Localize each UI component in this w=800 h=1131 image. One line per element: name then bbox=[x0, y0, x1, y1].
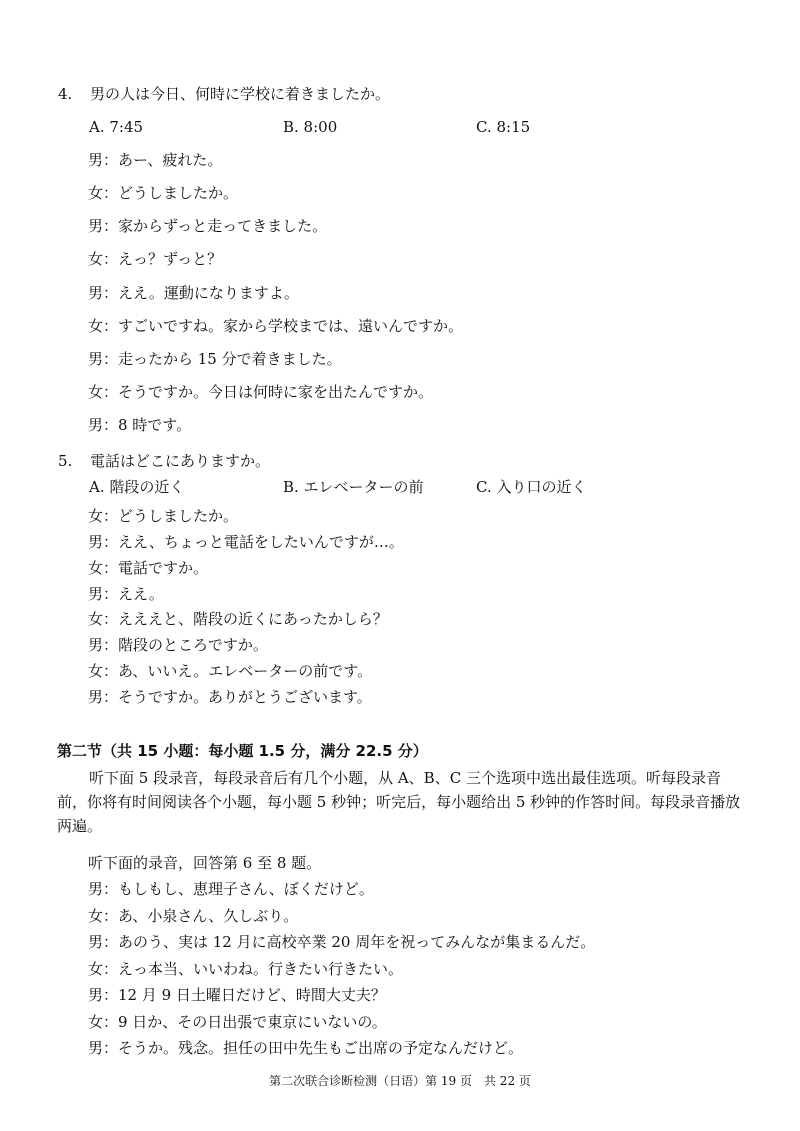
dialog-line: 男：あのう、実は 12 月に高校卒業 20 周年を祝ってみんなが集まるんだ。 bbox=[88, 933, 596, 951]
dialog-line: 男：階段のところですか。 bbox=[88, 636, 268, 654]
question-text: 電話はどこにありますか。 bbox=[90, 452, 271, 470]
option-b: B. エレベーターの前 bbox=[283, 478, 424, 496]
dialog-line: 女：すごいですね。家から学校までは、遠いんですか。 bbox=[88, 317, 464, 335]
dialog-line: 男：走ったから 15 分で着きました。 bbox=[88, 350, 342, 368]
dialog-line: 女：あ、いいえ。エレベーターの前です。 bbox=[88, 662, 373, 680]
section-intro: 听下面的录音，回答第 6 至 8 题。 bbox=[88, 854, 322, 872]
dialog-line: 女：そうですか。今日は何時に家を出たんですか。 bbox=[88, 383, 434, 401]
dialog-line: 女：えっ本当、いいわね。行きたい行きたい。 bbox=[88, 960, 404, 978]
question-number: 5. bbox=[58, 452, 73, 470]
dialog-line: 女：あ、小泉さん、久しぶり。 bbox=[88, 907, 299, 925]
dialog-line: 男：ええ。運動になりますよ。 bbox=[88, 284, 299, 302]
dialog-line: 男：そうか。残念。担任の田中先生もご出席の予定なんだけど。 bbox=[88, 1039, 524, 1057]
dialog-line: 男：もしもし、恵理子さん、ぼくだけど。 bbox=[88, 880, 374, 898]
dialog-line: 男：8 時です。 bbox=[88, 416, 192, 434]
option-b: B. 8:00 bbox=[283, 118, 338, 136]
dialog-line: 男：家からずっと走ってきました。 bbox=[88, 217, 328, 235]
dialog-line: 女：えっ？ずっと？ bbox=[88, 250, 223, 268]
dialog-line: 女：えええと、階段の近くにあったかしら？ bbox=[88, 610, 388, 628]
dialog-line: 男：12 月 9 日土曜日だけど、時間大丈夫？ bbox=[88, 986, 386, 1004]
option-c: C. 8:15 bbox=[476, 118, 531, 136]
dialog-line: 女：どうしましたか。 bbox=[88, 507, 239, 525]
dialog-line: 男：そうですか。ありがとうございます。 bbox=[88, 688, 372, 706]
question-number: 4. bbox=[58, 85, 73, 103]
option-a: A. 階段の近く bbox=[89, 478, 185, 496]
dialog-line: 女：電話ですか。 bbox=[88, 559, 209, 577]
dialog-line: 男：あー、疲れた。 bbox=[88, 151, 223, 169]
option-a: A. 7:45 bbox=[89, 118, 144, 136]
dialog-line: 女：9 日か、その日出張で東京にいないの。 bbox=[88, 1013, 387, 1031]
option-c: C. 入り口の近く bbox=[476, 478, 587, 496]
dialog-line: 女：どうしましたか。 bbox=[88, 184, 239, 202]
question-text: 男の人は今日、何時に学校に着きましたか。 bbox=[90, 85, 391, 103]
dialog-line: 男：ええ、ちょっと電話をしたいんですが…。 bbox=[88, 533, 404, 551]
dialog-line: 男：ええ。 bbox=[88, 585, 164, 603]
page-footer: 第二次联合诊断检测（日语）第 19 页 共 22 页 bbox=[269, 1074, 531, 1088]
section-instructions: 听下面 5 段录音，每段录音后有几个小题，从 A、B、C 三个选项中选出最佳选项。听每段录音前，你将有时间阅读各个小题，每小题 5 秒钟；听完后，每小题给出 5 秒钟的作答时间。每段录音播放两遍。 bbox=[57, 769, 741, 835]
section-title: 第二节（共 15 小题：每小题 1.5 分，满分 22.5 分） bbox=[57, 742, 428, 760]
